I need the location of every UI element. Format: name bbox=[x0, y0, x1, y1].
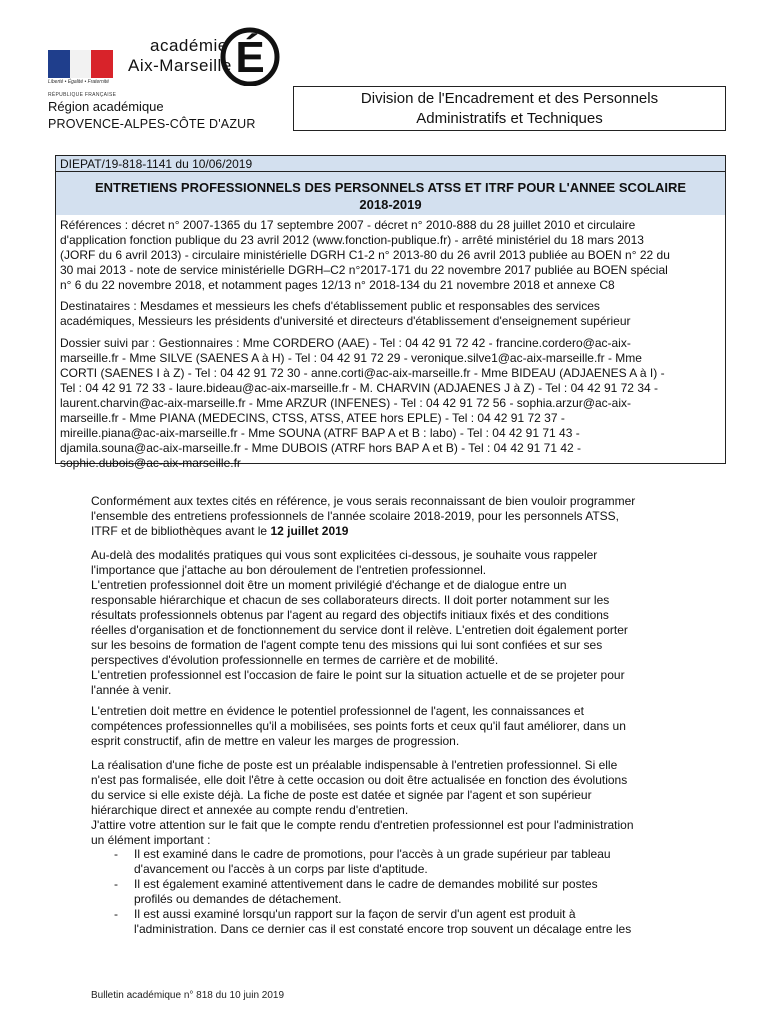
dossier-paragraph bbox=[60, 336, 720, 471]
destinataires-line: Destinataires : Mesdames et messieurs les chefs d'établissement public et responsables des services bbox=[60, 299, 600, 313]
references-line: (JORF du 6 avril 2013) - circulaire ministérielle DGRH C1-2 n° 2013-80 du 26 avril 2013 publiée au BOEN n° 22 du bbox=[60, 248, 670, 262]
bullet-dash: - bbox=[114, 907, 118, 921]
destinataires-line: académiques, Messieurs les présidents d'université et directeurs d'établissement d'enseignement supérieur bbox=[60, 314, 631, 328]
body-line: hiérarchique direct et annexée au compte rendu d'entretien. bbox=[91, 803, 409, 817]
body-line: L'entretien professionnel est l'occasion de faire le point sur la situation actuelle et de se projeter pour bbox=[91, 668, 625, 682]
marianne-flag-logo bbox=[48, 50, 113, 78]
body-line: Conformément aux textes cités en référence, je vous serais reconnaissant de bien vouloir programmer bbox=[91, 494, 636, 508]
body-line: l'année à venir. bbox=[91, 683, 172, 697]
academy-label: académie bbox=[150, 36, 228, 55]
body-line: un élément important : bbox=[91, 833, 211, 847]
body-line: J'attire votre attention sur le fait que le compte rendu d'entretien professionnel est pour l'administration bbox=[91, 818, 634, 832]
academy-e-logo-icon bbox=[218, 20, 282, 86]
destinataires-paragraph bbox=[60, 299, 720, 329]
deadline-date: 12 juillet 2019 bbox=[270, 524, 349, 538]
body-line: compétences professionnelles qu'il a mobilisées, ses points forts et ceux qu'il faut améliorer, dans un bbox=[91, 719, 626, 733]
region-name: PROVENCE-ALPES-CÔTE D'AZUR bbox=[48, 117, 256, 131]
body-line: perspectives d'évolution professionnelle en termes de carrière et de mobilité. bbox=[91, 653, 499, 667]
bullet-line: d'avancement ou l'accès à un corps par liste d'aptitude. bbox=[134, 862, 428, 876]
bullet-line: Il est examiné dans le cadre de promotions, pour l'accès à un grade supérieur par tableau bbox=[134, 847, 611, 861]
division-line-1: Division de l'Encadrement et des Personnels bbox=[360, 90, 659, 107]
republic-motto: Liberté • Égalité • Fraternité bbox=[48, 79, 110, 85]
paragraph-3 bbox=[91, 704, 679, 749]
republic-name: RÉPUBLIQUE FRANÇAISE bbox=[48, 92, 117, 98]
body-line: l'importance que j'attache au bon déroulement de l'entretien professionnel. bbox=[91, 563, 487, 577]
paragraph-2 bbox=[91, 548, 679, 698]
document-title bbox=[56, 172, 725, 215]
dossier-line: Tel : 04 42 91 72 33 - laure.bideau@ac-aix-marseille.fr - M. CHARVIN (ADJAENES J à Z) - Tel : 04 42 91 72 34 - bbox=[60, 381, 658, 395]
body-line: réelles d'organisation et de fonctionnement du service dont il relève. L'entretien doit également porter bbox=[91, 623, 628, 637]
bullet-dash: - bbox=[114, 877, 118, 891]
body-line: responsable hiérarchique et chacun de ses collaborateurs directs. Il doit porter notamment sur les bbox=[91, 593, 610, 607]
title-line-2: 2018-2019 bbox=[359, 197, 422, 212]
body-line: l'ensemble des entretiens professionnels de l'année scolaire 2018-2019, pour les personnels ATSS, bbox=[91, 509, 620, 523]
references-line: Références : décret n° 2007-1365 du 17 septembre 2007 - décret n° 2010-888 du 28 juillet 2010 et circulaire bbox=[60, 218, 636, 232]
title-line-1: ENTRETIENS PROFESSIONNELS DES PERSONNELS ATSS ET ITRF POUR L'ANNEE SCOLAIRE bbox=[94, 180, 687, 195]
dossier-line: sophie.dubois@ac-aix-marseille.fr bbox=[60, 456, 241, 470]
body-line: résultats professionnels obtenus par l'agent au regard des objectifs initiaux fixés et des conditions bbox=[91, 608, 609, 622]
body-line: La réalisation d'une fiche de poste est un préalable indispensable à l'entretien professionnel. Si elle bbox=[91, 758, 618, 772]
body-line: du service si elle existe déjà. La fiche de poste est datée et signée par l'agent et son supérieur bbox=[91, 788, 592, 802]
dossier-line: mireille.piana@ac-aix-marseille.fr - Mme SOUNA (ATRF BAP A et B : labo) - Tel : 04 42 91 71 43 - bbox=[60, 426, 580, 440]
reference-box bbox=[55, 155, 726, 470]
dossier-line: djamila.souna@ac-aix-marseille.fr - Mme DUBOIS (ATRF hors BAP A et B) - Tel : 04 42 91 71 42 - bbox=[60, 441, 582, 455]
division-line-2: Administratifs et Techniques bbox=[416, 110, 603, 127]
intro-paragraph bbox=[91, 494, 679, 539]
academy-e-letter: É bbox=[235, 33, 265, 82]
intro-text: ITRF et de bibliothèques avant le bbox=[91, 524, 271, 538]
division-box bbox=[293, 86, 726, 131]
references-line: 30 mai 2013 - note de service ministérielle DGRH–C2 n°2017-171 du 22 novembre 2017 publiée au BOEN spécial bbox=[60, 263, 668, 277]
flag-blue-band bbox=[48, 50, 70, 78]
document-code: DIEPAT/19-818-1141 du 10/06/2019 bbox=[56, 156, 725, 172]
body-line: n'est pas formalisée, elle doit l'être à cette occasion ou doit être actualisée en fonction des évolutions bbox=[91, 773, 628, 787]
flag-white-band bbox=[70, 50, 91, 78]
bullet-line: profilés ou demandes de détachement. bbox=[134, 892, 342, 906]
dossier-line: Dossier suivi par : Gestionnaires : Mme CORDERO (AAE) - Tel : 04 42 91 72 42 - francine.cordero@ac-aix- bbox=[60, 336, 631, 350]
dossier-line: laurent.charvin@ac-aix-marseille.fr - Mme ARZUR (INFENES) - Tel : 04 42 91 72 56 - sophia.arzur@ac-aix- bbox=[60, 396, 631, 410]
body-line: Au-delà des modalités pratiques qui vous sont explicitées ci-dessous, je souhaite vous rappeler bbox=[91, 548, 598, 562]
bullet-line: Il est également examiné attentivement dans le cadre de demandes mobilité sur postes bbox=[134, 877, 598, 891]
body-line: sur les besoins de formation de l'agent compte tenu des missions qui lui sont confiées et sur ses bbox=[91, 638, 603, 652]
flag-red-band bbox=[91, 50, 113, 78]
body-line: L'entretien professionnel doit être un moment privilégié d'échange et de dialogue entre un bbox=[91, 578, 567, 592]
body-line: esprit constructif, afin de mettre en valeur les marges de progression. bbox=[91, 734, 460, 748]
region-label: Région académique bbox=[48, 99, 164, 114]
dossier-line: marseille.fr - Mme PIANA (MEDECINS, CTSS, ATSS, ATEE hors EPLE) - Tel : 04 42 91 72 37 - bbox=[60, 411, 565, 425]
references-line: n° 6 du 22 novembre 2018, et notamment pages 12/13 n° 2018-134 du 21 novembre 2018 et annexe C8 bbox=[60, 278, 615, 292]
references-paragraph bbox=[60, 218, 720, 293]
bullet-line: Il est aussi examiné lorsqu'un rapport sur la façon de servir d'un agent est produit à bbox=[134, 907, 576, 921]
academy-name: Aix-Marseille bbox=[128, 56, 232, 75]
dossier-line: marseille.fr - Mme SILVE (SAENES A à H) - Tel : 04 42 91 72 29 - veronique.silve1@ac-aix-marseille.fr - Mme bbox=[60, 351, 642, 365]
bullet-line: l'administration. Dans ce dernier cas il est constaté encore trop souvent un décalage entre les bbox=[134, 922, 632, 936]
references-line: d'application fonction publique du 23 avril 2012 (www.fonction-publique.fr) - arrêté ministériel du 18 mars 2013 bbox=[60, 233, 644, 247]
body-line: L'entretien doit mettre en évidence le potentiel professionnel de l'agent, les connaissances et bbox=[91, 704, 584, 718]
dossier-line: CORTI (SAENES I à Z) - Tel : 04 42 91 72 30 - anne.corti@ac-aix-marseille.fr - Mme BIDEAU (ADJAENES A à I) - bbox=[60, 366, 665, 380]
paragraph-4 bbox=[91, 758, 679, 848]
body-line bbox=[91, 524, 679, 539]
bullet-dash: - bbox=[114, 847, 118, 861]
page-footer: Bulletin académique n° 818 du 10 juin 2019 bbox=[91, 990, 285, 1001]
